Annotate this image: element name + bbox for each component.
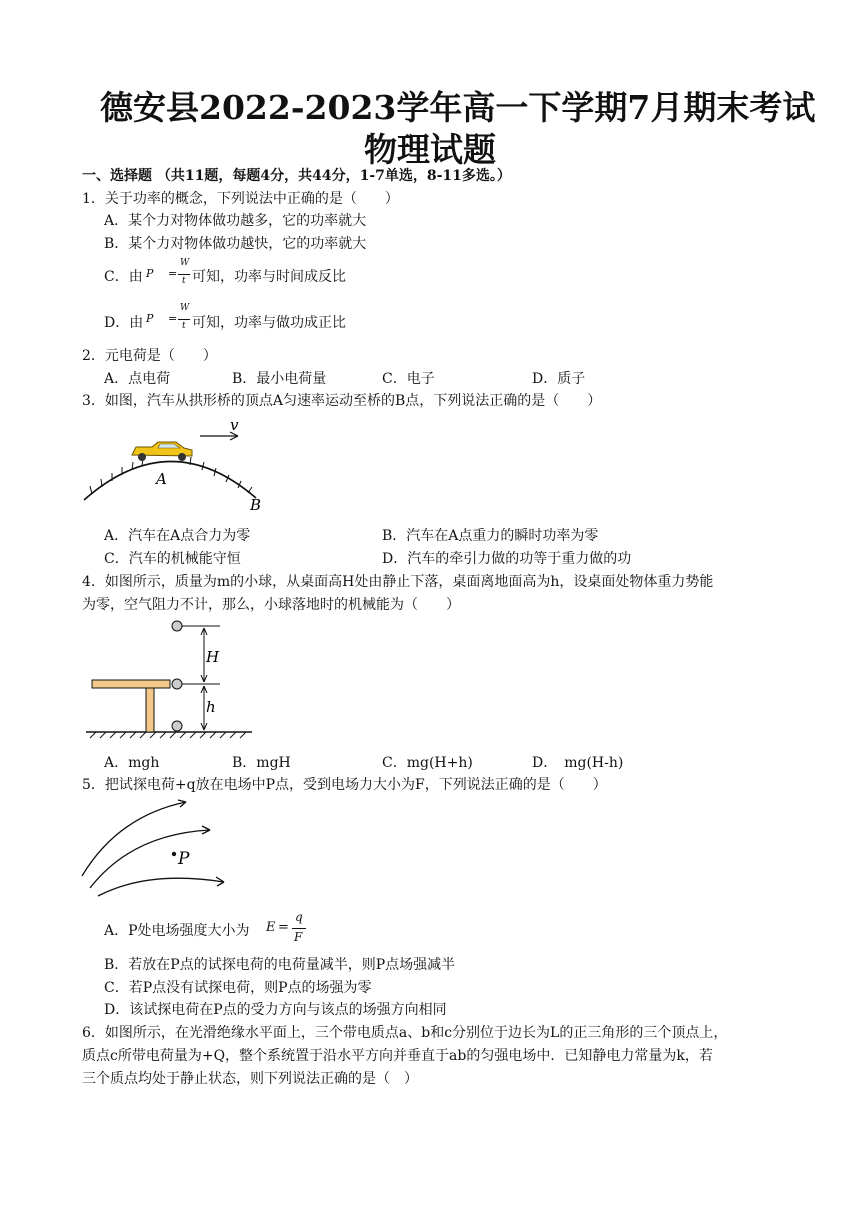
fig-label-a: A [156, 470, 167, 488]
formula-num: W [180, 303, 190, 313]
formula-lhs: P [146, 267, 154, 280]
q1-option-d-suffix: 可知，功率与做功成正比 [192, 315, 346, 331]
q4-table-figure [80, 614, 260, 742]
q3-option-b: B．汽车在A点重力的瞬时功率为零 [382, 528, 599, 544]
q4-option-a: A．mgh [104, 755, 160, 771]
q1-option-c-formula [146, 258, 192, 292]
q6-line3: 三个质点均处于静止状态，则下列说法正确的是（ ） [82, 1071, 418, 1087]
q4-option-d: D． mg(H-h) [532, 755, 624, 771]
q1-option-c-prefix: C．由 [104, 269, 143, 285]
q5-option-c: C．若P点没有试探电荷，则P点的场强为零 [104, 980, 372, 996]
formula-lhs: P [146, 312, 154, 325]
formula-num: q [295, 910, 303, 924]
fraction-bar [178, 319, 190, 320]
q2-option-a: A．点电荷 [104, 371, 171, 387]
fig-label-h-upper: H [206, 648, 220, 666]
formula-eq: = [168, 312, 178, 325]
formula-e: E [266, 920, 276, 935]
q5-option-d: D．该试探电荷在P点的受力方向与该点的场强方向相同 [104, 1002, 447, 1018]
formula-eq: = [278, 920, 289, 935]
section-header: 一、选择题 （共11题，每题4分，共44分，1-7单选，8-11多选。） [82, 168, 511, 184]
q5-option-a-formula [266, 910, 310, 946]
formula-den: F [294, 930, 303, 944]
formula-den: t [182, 321, 186, 331]
page-title-line2: 物理试题 [364, 130, 496, 169]
q3-bridge-figure [80, 414, 280, 514]
q5-stem: 5．把试探电荷+q放在电场中P点，受到电场力大小为F，下列说法正确的是（ ） [82, 777, 607, 793]
q2-option-b: B．最小电荷量 [232, 371, 327, 387]
page-title-line1: 德安县2022-2023学年高一下学期7月期末考试 [100, 88, 816, 127]
q6-line1: 6．如图所示，在光滑绝缘水平面上，三个带电质点a、b和c分别位于边长为L的正三角形的三个顶点上， [82, 1025, 728, 1041]
q4-option-b: B．mgH [232, 755, 291, 771]
formula-den: t [182, 276, 186, 286]
formula-eq: = [168, 267, 178, 280]
fraction-bar [292, 928, 306, 929]
fig-label-b: B [250, 496, 262, 514]
q1-option-a: A．某个力对物体做功越多，它的功率就大 [104, 213, 367, 229]
q6-line2: 质点c所带电荷量为+Q，整个系统置于沿水平方向并垂直于ab的匀强电场中．已知静电力常量为k，若 [82, 1048, 713, 1064]
q3-option-c: C．汽车的机械能守恒 [104, 551, 241, 567]
fig-label-p: P [178, 849, 190, 869]
q4-option-c: C．mg(H+h) [382, 755, 473, 771]
fig-label-v: v [230, 416, 239, 434]
q3-stem: 3．如图，汽车从拱形桥的顶点A匀速率运动至桥的B点，下列说法正确的是（ ） [82, 393, 602, 409]
q4-stem-line2: 为零，空气阻力不计，那么，小球落地时的机械能为（ ） [82, 597, 460, 613]
q1-option-d-prefix: D．由 [104, 315, 144, 331]
fraction-bar [178, 274, 190, 275]
q3-option-d: D．汽车的牵引力做的功等于重力做的功 [382, 551, 632, 567]
q1-stem: 1．关于功率的概念，下列说法中正确的是（ ） [82, 191, 399, 207]
q5-field-figure [78, 796, 238, 898]
fig-label-h-lower: h [206, 698, 216, 716]
car-icon [132, 442, 192, 461]
q2-option-d: D．质子 [532, 371, 586, 387]
q1-option-c-suffix: 可知，功率与时间成反比 [192, 269, 346, 285]
q2-stem: 2．元电荷是（ ） [82, 348, 217, 364]
q5-option-a-prefix: A．P处电场强度大小为 [104, 923, 250, 939]
q5-option-b: B．若放在P点的试探电荷的电荷量减半，则P点场强减半 [104, 957, 456, 973]
q1-option-d-formula [146, 303, 192, 337]
q4-stem-line1: 4．如图所示，质量为m的小球，从桌面高H处由静止下落，桌面离地面高为h，设桌面处物体重力势能 [82, 574, 714, 590]
q3-option-a: A．汽车在A点合力为零 [104, 528, 251, 544]
q2-option-c: C．电子 [382, 371, 435, 387]
q1-option-b: B．某个力对物体做功越快，它的功率就大 [104, 236, 367, 252]
formula-num: W [180, 258, 190, 268]
